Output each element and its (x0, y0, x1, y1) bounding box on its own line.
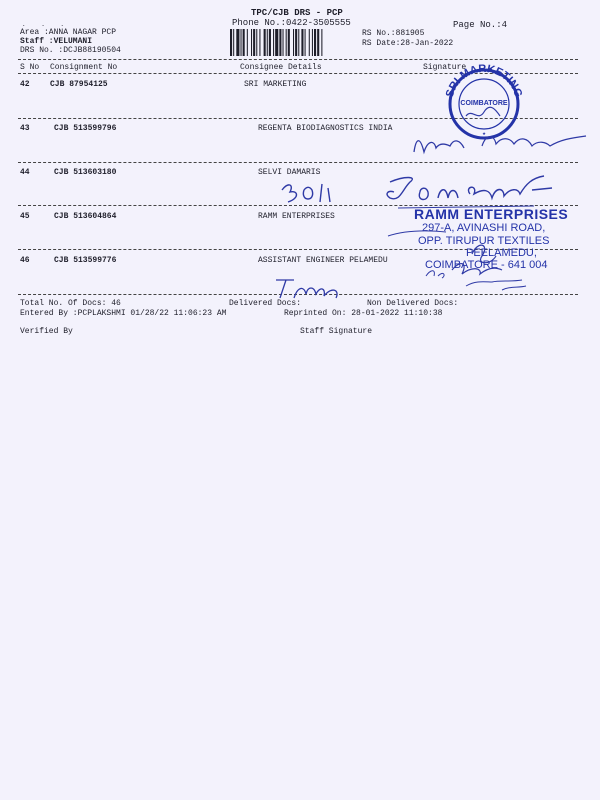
entered-by: Entered By :PCPLAKSHMI 01/28/22 11:06:23 AM (20, 309, 227, 318)
delivered-docs: Delivered Docs: (229, 299, 302, 308)
company-stamp-address-4: COIMBATORE - 641 004 (425, 259, 548, 271)
row-consignment: CJB 513599796 (54, 124, 117, 133)
page-number: Page No.:4 (453, 20, 508, 30)
column-header-consignment: Consignment No (50, 63, 118, 72)
handwritten-signature-row-44 (278, 168, 558, 210)
handwritten-signature-row-45 (386, 216, 566, 296)
row-consignee: REGENTA BIODIAGNOSTICS INDIA (258, 124, 393, 133)
company-stamp-address-2: OPP. TIRUPUR TEXTILES (418, 235, 550, 247)
reprinted-on: Reprinted On: 28-01-2022 11:10:38 (284, 309, 443, 318)
signature-scribble (466, 107, 500, 116)
non-delivered-docs: Non Delivered Docs: (367, 299, 459, 308)
row-sno: 45 (20, 212, 30, 221)
divider (18, 162, 578, 163)
row-sno: 43 (20, 124, 30, 133)
row-consignment: CJB 513599776 (54, 256, 117, 265)
row-consignee: SELVI DAMARIS (258, 168, 321, 177)
handwritten-signature-row-43 (410, 126, 600, 162)
handwritten-signature-row-46 (272, 276, 362, 300)
company-stamp-name: RAMM ENTERPRISES (414, 206, 569, 222)
column-header-signature: Signature (423, 63, 467, 72)
row-sno: 46 (20, 256, 30, 265)
row-sno: 42 (20, 80, 30, 89)
row-sno: 44 (20, 168, 30, 177)
stamp-top-text: SRI MARKETING (443, 64, 525, 99)
company-stamp-address-3: PEELAMEDU, (466, 247, 537, 259)
rs-date: RS Date:28-Jan-2022 (362, 39, 454, 48)
svg-text:SRI MARKETING (444, 64, 524, 99)
staff-signature-label: Staff Signature (300, 327, 373, 336)
barcode (230, 29, 354, 56)
total-docs: Total No. Of Docs: 46 (20, 299, 121, 308)
row-consignee: ASSISTANT ENGINEER PELAMEDU (258, 256, 388, 265)
divider (18, 59, 578, 60)
stamp-bottom-text: COIMBATORE (460, 100, 508, 107)
company-stamp-address-1: 297-A, AVINASHI ROAD, (422, 222, 546, 234)
row-consignment: CJB 513604864 (54, 212, 117, 221)
staff-label: Staff :VELUMANI (20, 37, 93, 46)
row-consignee: RAMM ENTERPRISES (258, 212, 335, 221)
phone-number: Phone No.:0422-3505555 (232, 18, 351, 28)
verified-by: Verified By (20, 327, 73, 336)
rs-number: RS No.:881905 (362, 29, 425, 38)
dot-marks: . . . (22, 21, 71, 28)
column-header-consignee: Consignee Details (240, 63, 322, 72)
row-consignee: SRI MARKETING (244, 80, 307, 89)
star-icon: ★ (482, 130, 486, 137)
area-label: Area :ANNA NAGAR PCP (20, 28, 117, 37)
row-consignment: CJB 513603180 (54, 168, 117, 177)
drs-number: DRS No. :DCJB88190504 (20, 46, 121, 55)
column-header-sno: S No (20, 63, 40, 72)
row-consignment: CJB 87954125 (50, 80, 108, 89)
report-title: TPC/CJB DRS - PCP (251, 8, 343, 18)
